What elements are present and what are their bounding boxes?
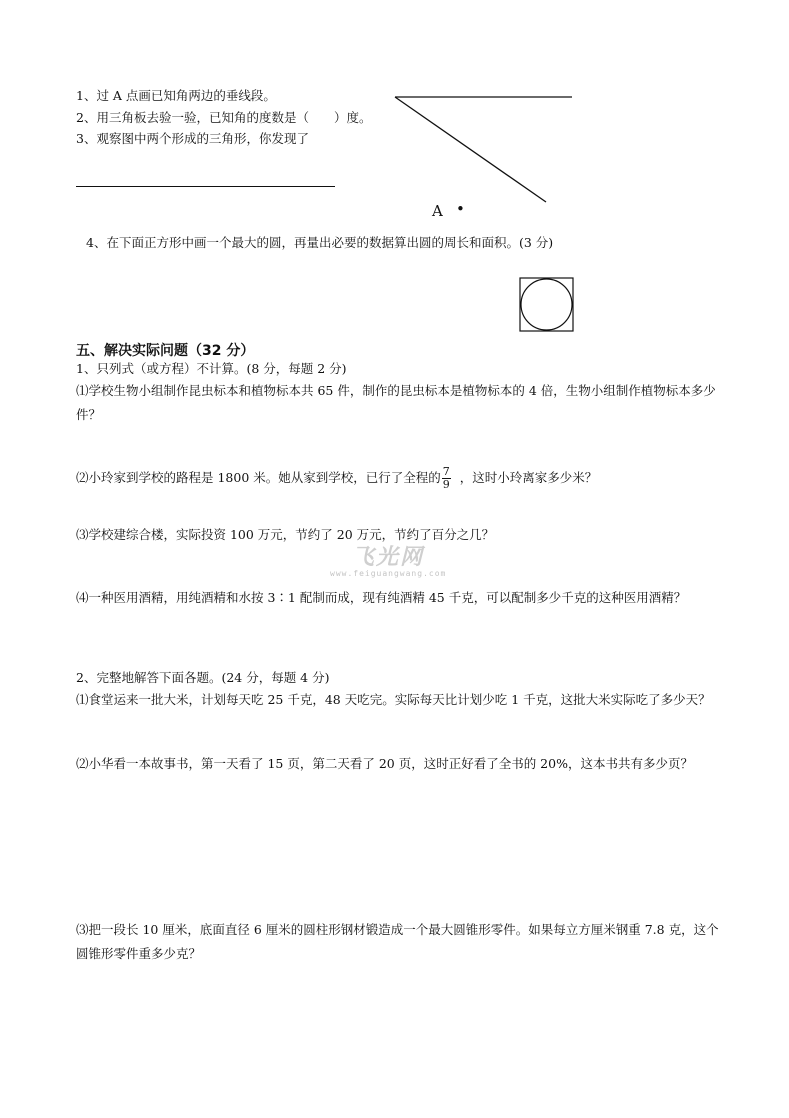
fraction-seven-ninths xyxy=(442,466,451,491)
watermark-logo: 飞光网 xyxy=(352,545,425,570)
part-1-question-1: ⑴学校生物小组制作昆虫标本和植物标本共 65 件，制作的昆虫标本是植物标本的 4 倍，生物小组制作植物标本多少件？ xyxy=(76,383,716,422)
inscribed-circle xyxy=(521,279,572,330)
part-2-question-2: ⑵小华看一本故事书，第一天看了 15 页，第二天看了 20 页，这时正好看了全书的 20%，这本书共有多少页？ xyxy=(76,756,693,771)
part-1-question-3: ⑶学校建综合楼，实际投资 100 万元，节约了 20 万元，节约了百分之几？ xyxy=(76,527,495,542)
geometry-item-3: 3、观察图中两个形成的三角形，你发现了 xyxy=(76,131,309,146)
part-1-heading: 1、只列式（或方程）不计算。(8 分，每题 2 分) xyxy=(76,361,347,376)
geometry-item-2: 2、用三角板去验一验，已知角的度数是（ ）度。 xyxy=(76,110,372,125)
part-1-question-4: ⑷一种医用酒精，用纯酒精和水按 3∶1 配制而成，现有纯酒精 45 千克，可以配制多少千克的这种医用酒精？ xyxy=(76,590,687,605)
point-a-dot: • xyxy=(456,200,465,218)
fraction-denominator: 9 xyxy=(442,478,450,491)
part-2-question-1: ⑴食堂运来一批大米，计划每天吃 25 千克，48 天吃完。实际每天比计划少吃 1 千克，这批大米实际吃了多少天？ xyxy=(76,692,711,707)
angle-ray-diagonal xyxy=(395,97,546,202)
part-1-question-2 xyxy=(76,466,597,491)
q2-text-before: ⑵小玲家到学校的路程是 1800 米。她从家到学校，已行了全程的 xyxy=(76,470,441,485)
fraction-numerator: 7 xyxy=(442,465,450,478)
section-5-title: 五、解决实际问题（32 分） xyxy=(76,343,255,359)
square-figure xyxy=(519,277,575,333)
watermark-url: www.feiguangwang.com xyxy=(330,569,447,578)
answer-blank-line xyxy=(76,186,335,187)
angle-figure xyxy=(390,90,580,210)
square-outline xyxy=(520,278,573,331)
point-a-label: A xyxy=(432,202,443,220)
geometry-item-1: 1、过 A 点画已知角两边的垂线段。 xyxy=(76,88,276,103)
geometry-item-4: 4、在下面正方形中画一个最大的圆，再量出必要的数据算出圆的周长和面积。(3 分) xyxy=(86,235,554,250)
part-2-heading: 2、完整地解答下面各题。(24 分，每题 4 分) xyxy=(76,670,330,685)
part-2-question-3: ⑶把一段长 10 厘米，底面直径 6 厘米的圆柱形钢材锻造成一个最大圆锥形零件。如果每立方厘米钢重 7.8 克，这个圆锥形零件重多少克？ xyxy=(76,922,719,961)
q2-text-after: ，这时小玲离家多少米？ xyxy=(459,470,598,485)
